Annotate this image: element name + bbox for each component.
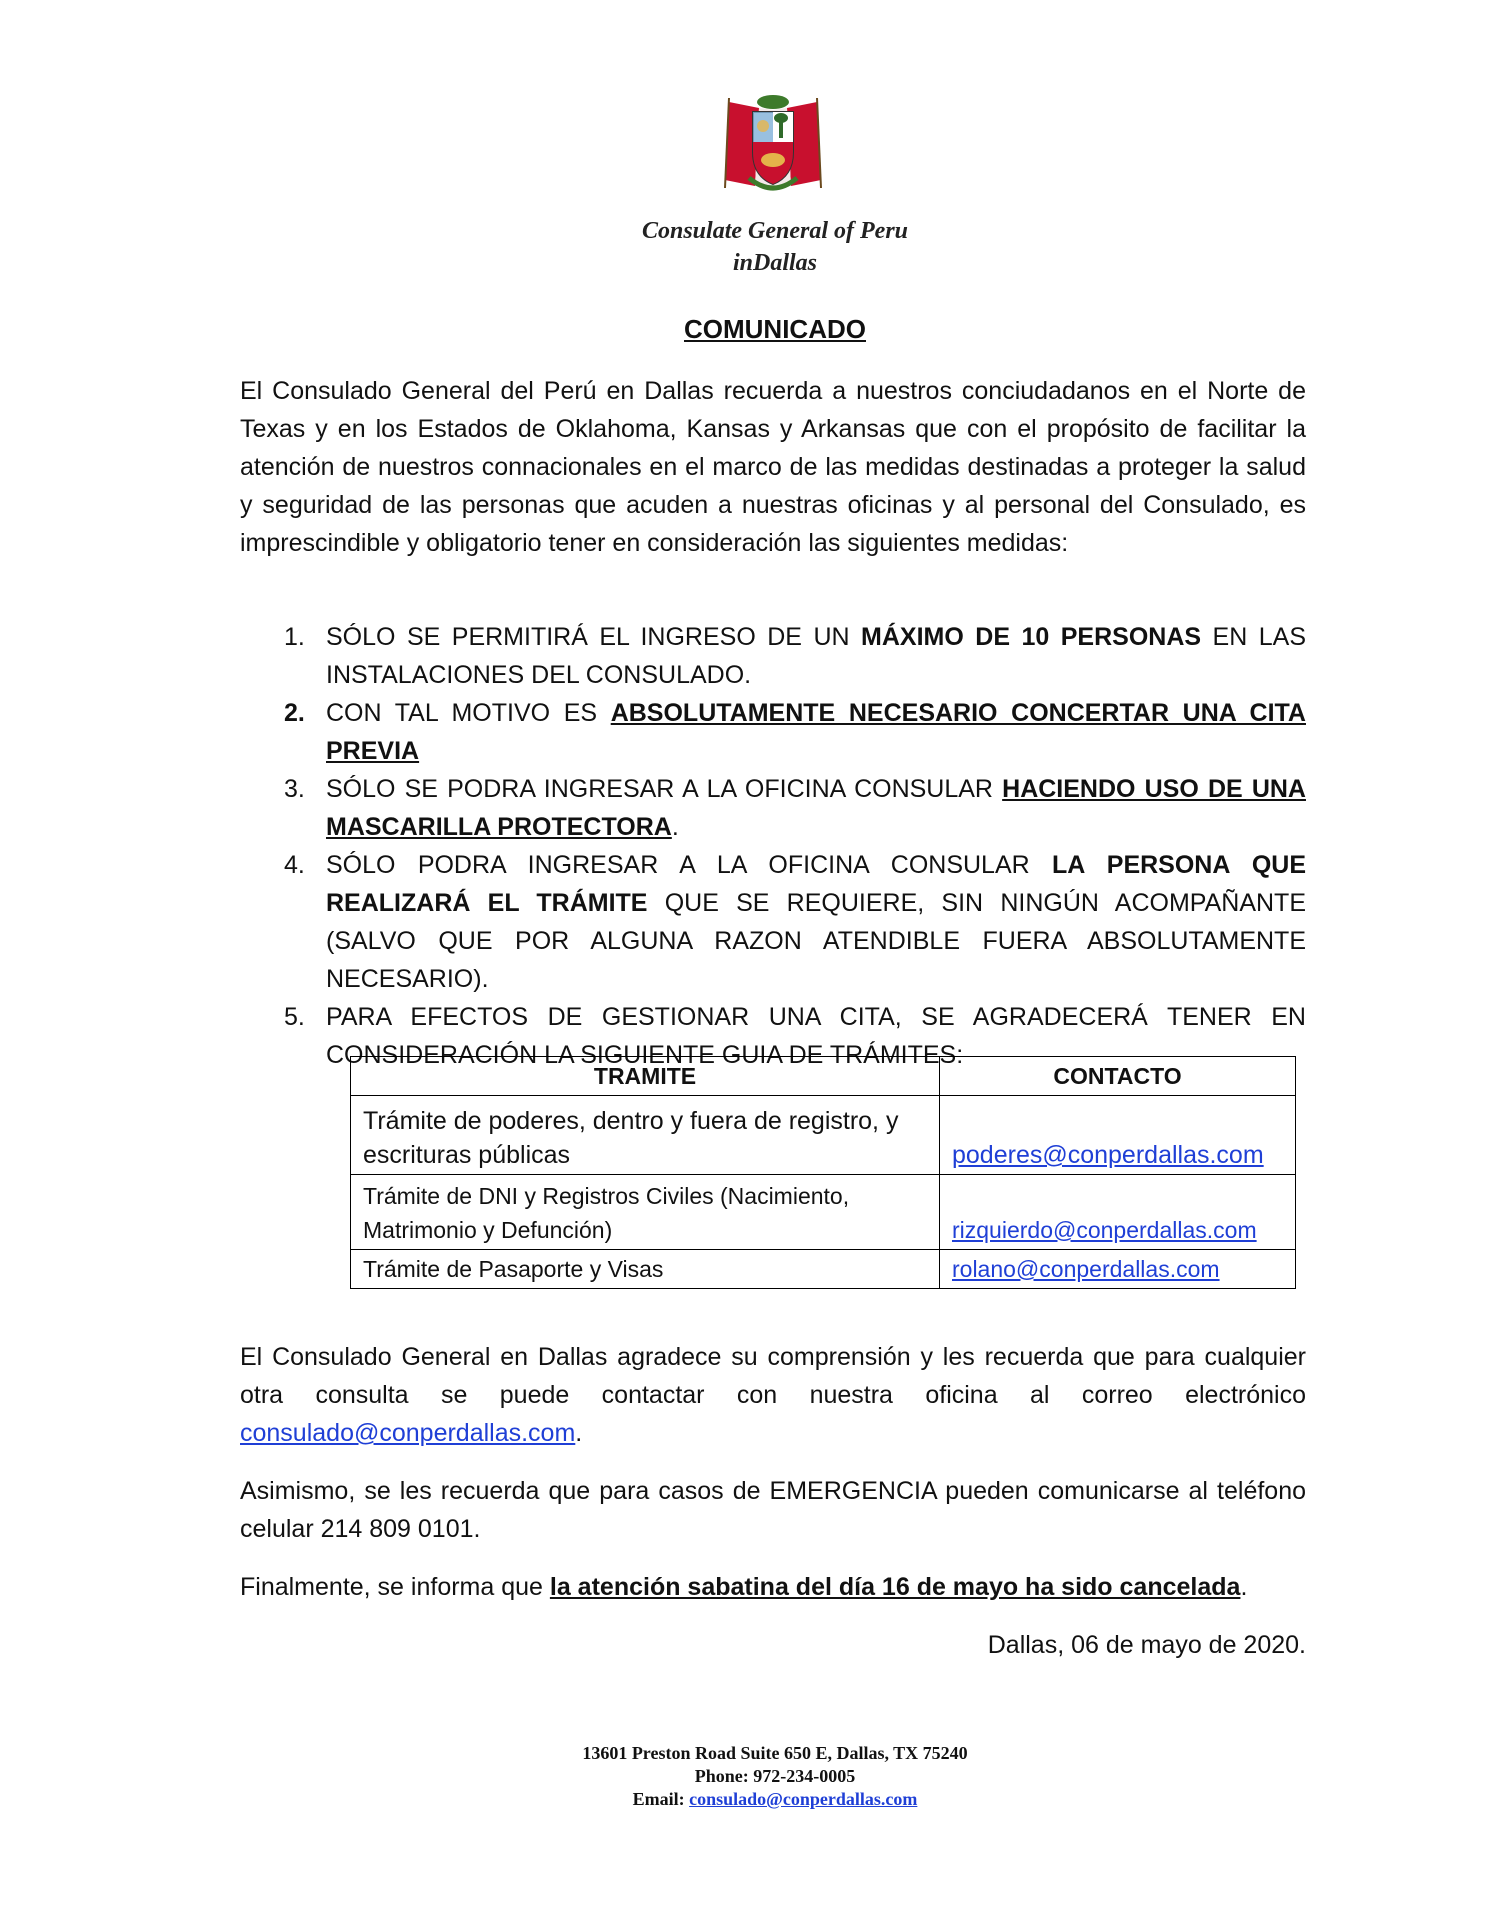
closing-paragraph: El Consulado General en Dallas agradece su comprensión y les recuerda que para cualquier otra consulta se puede contactar con nuestra oficina al correo electrónico consulado@conperdallas.com. — [240, 1343, 1306, 1447]
footer-email-link[interactable]: consulado@conperdallas.com — [689, 1789, 918, 1809]
measures-list — [240, 618, 1306, 1074]
table-header-tramite: TRAMITE — [351, 1057, 940, 1096]
intro-paragraph: El Consulado General del Perú en Dallas recuerda a nuestros conciudadanos en el Norte de Texas y en los Estados de Oklahoma, Kansas y Arkansas que con el propósito de facilitar la atención de nuestros connacionales en el marco de las medidas destinadas a proteger la salud y seguridad de las personas que acuden a nuestras oficinas y al personal del Consulado, es imprescindible y obligatorio tener en consideración las siguientes medidas: — [240, 377, 1306, 557]
table-row — [351, 1175, 1296, 1250]
email-link[interactable]: rolano@conperdallas.com — [952, 1256, 1220, 1282]
email-link[interactable]: rizquierdo@conperdallas.com — [952, 1217, 1257, 1243]
footer-phone: Phone: 972-234-0005 — [694, 1766, 856, 1786]
list-item: 5. PARA EFECTOS DE GESTIONAR UNA CITA, SE AGRADECERÁ TENER EN CONSIDERACIÓN LA SIGUIENTE GUIA DE TRÁMITES: — [284, 1003, 1306, 1069]
tramite-cell: Trámite de poderes, dentro y fuera de registro, y escrituras públicas — [351, 1096, 940, 1175]
list-item: 1. SÓLO SE PERMITIRÁ EL INGRESO DE UN MÁXIMO DE 10 PERSONAS EN LAS INSTALACIONES DEL CONSULADO. — [284, 623, 1306, 689]
contacto-cell — [940, 1250, 1296, 1289]
consulate-city: inDallas — [732, 250, 818, 276]
email-link[interactable]: poderes@conperdallas.com — [952, 1141, 1264, 1169]
contacto-cell — [940, 1096, 1296, 1175]
page-title: COMUNICADO — [684, 314, 866, 344]
table-header-contacto: CONTACTO — [940, 1057, 1296, 1096]
emergency-paragraph: Asimismo, se les recuerda que para casos de EMERGENCIA pueden comunicarse al teléfono celular 214 809 0101. — [240, 1477, 1306, 1543]
peru-coat-of-arms-icon — [715, 88, 831, 198]
list-item: 4. SÓLO PODRA INGRESAR A LA OFICINA CONSULAR LA PERSONA QUE REALIZARÁ EL TRÁMITE QUE SE REQUIERE, SIN NINGÚN ACOMPAÑANTE (SALVO QUE POR ALGUNA RAZON ATENDIBLE FUERA ABSOLUTAMENTE NECESARIO). — [284, 851, 1306, 993]
consulate-email-link[interactable]: consulado@conperdallas.com — [240, 1419, 576, 1447]
cancellation-paragraph: Finalmente, se informa que la atención sabatina del día 16 de mayo ha sido cancelada. — [240, 1573, 1248, 1601]
document-date: Dallas, 06 de mayo de 2020. — [987, 1631, 1306, 1659]
procedures-table — [350, 1056, 1296, 1289]
table-row — [351, 1096, 1296, 1175]
footer-address: 13601 Preston Road Suite 650 E, Dallas, TX 75240 — [582, 1743, 968, 1763]
list-item: 3. SÓLO SE PODRA INGRESAR A LA OFICINA CONSULAR HACIENDO USO DE UNA MASCARILLA PROTECTORA. — [284, 775, 1306, 841]
consulate-name: Consulate General of Peru — [641, 218, 908, 244]
list-item: 2. CON TAL MOTIVO ES ABSOLUTAMENTE NECESARIO CONCERTAR UNA CITA PREVIA — [284, 699, 1306, 765]
table-row — [351, 1250, 1296, 1289]
footer-email: Email: consulado@conperdallas.com — [632, 1789, 918, 1809]
tramite-cell: Trámite de DNI y Registros Civiles (Nacimiento, Matrimonio y Defunción) — [351, 1175, 940, 1250]
tramite-cell: Trámite de Pasaporte y Visas — [351, 1250, 940, 1289]
contacto-cell — [940, 1175, 1296, 1250]
